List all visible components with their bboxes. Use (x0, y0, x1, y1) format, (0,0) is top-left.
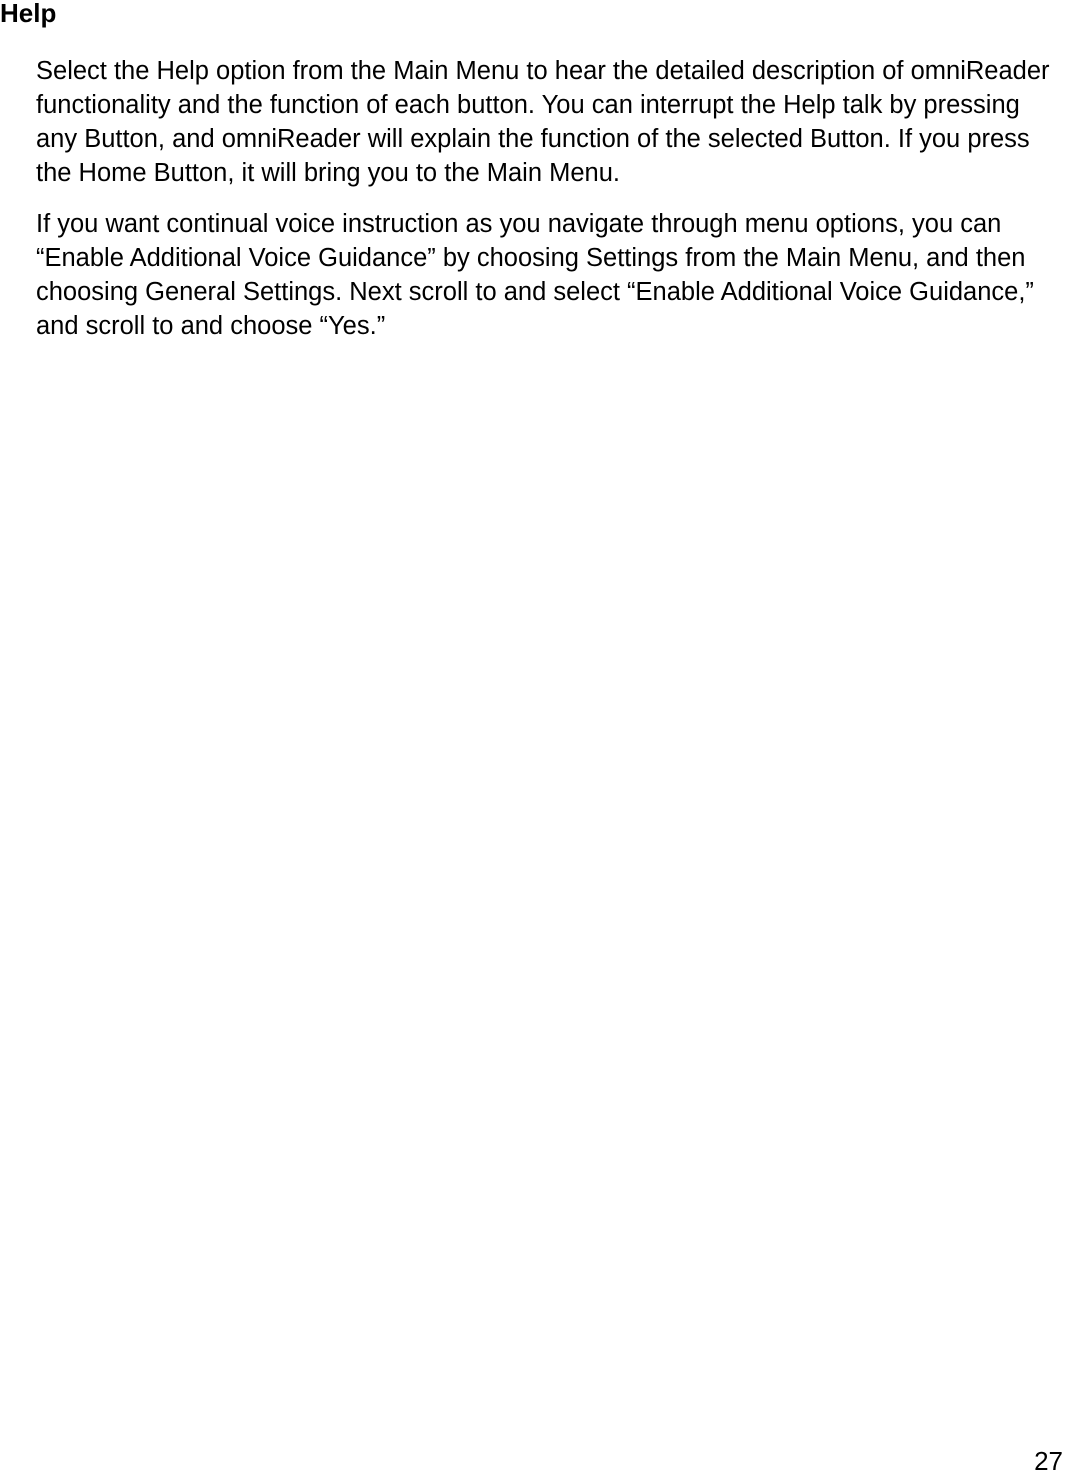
paragraph-help-description: Select the Help option from the Main Menu to hear the detailed description of omniReader functionality and the function of each button. You can interrupt the Help talk by pressing any Button, and omniReader will explain the function of the selected Button. If you press the Home Button, it will bring you to the Main Menu. (36, 57, 1050, 187)
section-heading: Help (0, 0, 57, 28)
body-text (36, 54, 1061, 360)
paragraph-voice-guidance: If you want continual voice instruction as you navigate through menu options, you can “Enable Additional Voice Guidance” by choosing Settings from the Main Menu, and then choosing General Settings. Next scroll to and select “Enable Additional Voice Guidance,” and scroll to and choose “Yes.” (36, 210, 1034, 340)
page-number: 27 (1034, 1446, 1063, 1476)
